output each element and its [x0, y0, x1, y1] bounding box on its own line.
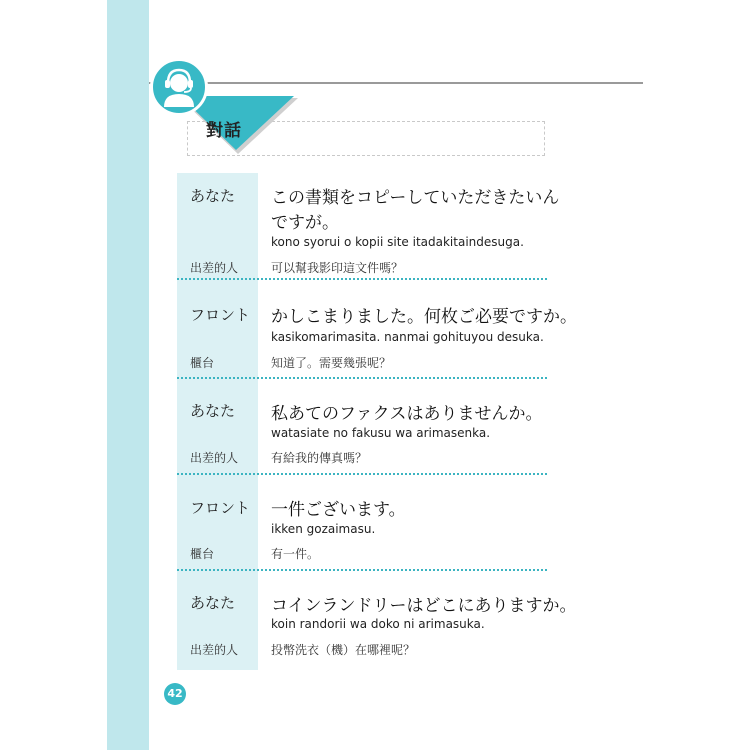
chinese-translation: 知道了。需要幾張呢？	[271, 356, 392, 370]
japanese-line: 一件ございます。	[271, 500, 406, 520]
japanese-line-continued: ですが。	[271, 213, 339, 233]
japanese-line: この書類をコピーしていただきたいん	[271, 188, 560, 208]
speaker-chinese: 出差的人	[190, 261, 239, 275]
dialogue-row	[177, 279, 577, 379]
chinese-translation: 有一件。	[271, 547, 320, 561]
speaker-chinese: 出差的人	[190, 643, 239, 657]
romaji-line: kasikomarimasita. nanmai gohituyou desuka.	[271, 330, 544, 344]
romaji-line: ikken gozaimasu.	[271, 522, 376, 536]
chinese-translation: 投幣洗衣（機）在哪裡呢？	[271, 643, 416, 657]
speaker-chinese: 櫃台	[190, 356, 215, 370]
receptionist-headset-icon	[150, 58, 208, 116]
page-number: 42	[164, 683, 186, 705]
speaker-chinese: 出差的人	[190, 451, 239, 465]
japanese-line: かしこまりました。何枚ご必要ですか。	[271, 307, 577, 327]
speaker-japanese: あなた	[190, 594, 236, 612]
romaji-line: watasiate no fakusu wa arimasenka.	[271, 426, 491, 440]
romaji-line: koin randorii wa doko ni arimasuka.	[271, 617, 485, 631]
dialogue-row	[177, 569, 577, 670]
dialogue-row	[177, 473, 547, 570]
speaker-japanese: あなた	[190, 187, 236, 205]
dialogue-row	[177, 173, 560, 279]
dialogue-row	[177, 377, 547, 474]
speaker-japanese: フロント	[190, 499, 251, 517]
chinese-translation: 有給我的傳真嗎？	[271, 451, 368, 465]
japanese-line: コインランドリーはどこにありますか。	[271, 596, 577, 616]
japanese-line: 私あてのファクスはありませんか。	[271, 404, 543, 424]
speaker-japanese: あなた	[190, 402, 236, 420]
header-rule	[149, 82, 643, 84]
chinese-translation: 可以幫我影印這文件嗎？	[271, 261, 404, 275]
romaji-line: kono syorui o kopii site itadakitaindesuga.	[271, 235, 524, 249]
speaker-chinese: 櫃台	[190, 547, 215, 561]
side-color-band	[107, 0, 149, 750]
speaker-japanese: フロント	[190, 306, 251, 324]
section-title: 對話	[206, 121, 242, 141]
